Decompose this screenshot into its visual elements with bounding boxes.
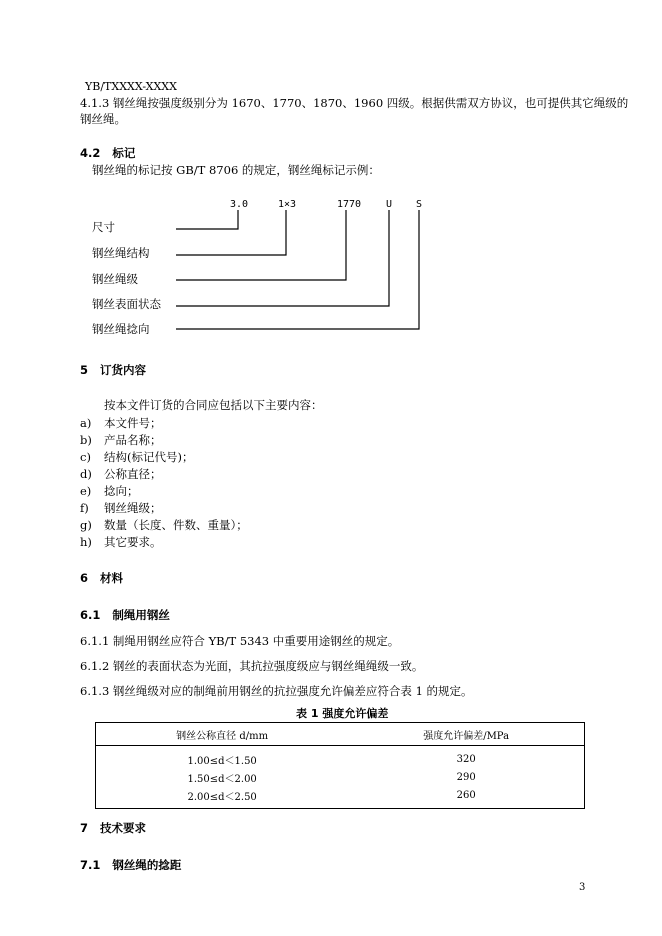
- section-7-heading: [80, 821, 146, 835]
- section-7-title: 技术要求: [100, 821, 147, 835]
- list-item-text: 公称直径；: [104, 467, 162, 481]
- page-number: 3: [579, 882, 586, 893]
- table-row: [96, 786, 585, 809]
- table-header-diameter: 钢丝公称直径 d/mm: [96, 723, 349, 746]
- section-5-heading: [80, 363, 146, 377]
- list-item: [80, 416, 162, 430]
- list-item-mark: f): [80, 501, 89, 515]
- leader-line-lay: [176, 210, 419, 329]
- table-row: [96, 746, 585, 769]
- list-item-text: 捻向；: [104, 484, 139, 498]
- section-4-2-number: 4.2: [80, 146, 101, 160]
- label-size: 尺寸: [92, 220, 115, 234]
- list-item-mark: h): [80, 535, 92, 549]
- label-surface: 钢丝表面状态: [92, 297, 161, 311]
- table-cell-deviation: 290: [456, 771, 476, 783]
- list-item-text: 本文件号；: [104, 416, 162, 430]
- list-item: [80, 484, 139, 498]
- section-7-number: 7: [80, 821, 89, 835]
- section-5-number: 5: [80, 363, 89, 377]
- section-6-1-heading: [80, 608, 170, 622]
- example-code-structure: 1×3: [278, 199, 297, 210]
- table-cell-deviation: 320: [456, 753, 476, 765]
- label-structure: 钢丝绳结构: [92, 246, 150, 260]
- list-item: [80, 501, 162, 515]
- ordering-intro: 按本文件订货的合同应包括以下主要内容：: [104, 398, 323, 412]
- leader-line-size: [176, 210, 238, 229]
- label-lay-direction: 钢丝绳捻向: [92, 322, 150, 336]
- list-item: [80, 518, 248, 532]
- table-cell-diameter: 1.00≤d＜1.50: [187, 755, 257, 767]
- list-item: [80, 467, 162, 481]
- example-code-surface: U: [386, 199, 393, 210]
- leader-line-structure: [176, 210, 286, 255]
- table-cell-deviation: 260: [348, 786, 584, 809]
- section-6-heading: [80, 571, 123, 585]
- section-6-title: 材料: [100, 571, 124, 585]
- table-cell-diameter: 1.50≤d＜2.00: [187, 773, 257, 785]
- table-row: [96, 768, 585, 786]
- list-item-text: 其它要求。: [104, 535, 162, 549]
- section-5-title: 订货内容: [100, 363, 147, 377]
- list-item-text: 钢丝绳级；: [104, 501, 162, 515]
- section-6-1-title: 制绳用钢丝: [112, 608, 170, 622]
- leader-line-surface: [176, 210, 389, 306]
- list-item-mark: b): [80, 433, 92, 447]
- list-item: [80, 450, 193, 464]
- section-6-1-number: 6.1: [80, 608, 101, 622]
- table-header-row: [96, 723, 585, 746]
- label-grade: 钢丝绳级: [92, 272, 138, 286]
- document-code: YB/TXXXX-XXXX: [85, 80, 177, 93]
- list-item-text: 结构(标记代号)；: [104, 450, 194, 464]
- section-7-1-number: 7.1: [80, 858, 101, 872]
- list-item-text: 产品名称；: [104, 433, 162, 447]
- list-item: [80, 535, 162, 549]
- clause-6-1-3: 6.1.3 钢丝绳级对应的制绳前用钢丝的抗拉强度允许偏差应符合表 1 的规定。: [80, 684, 473, 698]
- section-7-1-heading: [80, 858, 181, 872]
- clause-6-1-2: 6.1.2 钢丝的表面状态为光面，其抗拉强度级应与钢丝绳绳级一致。: [80, 659, 424, 673]
- strength-deviation-table: [95, 722, 585, 809]
- leader-line-grade: [176, 210, 346, 280]
- table-cell-diameter: 2.00≤d＜2.50: [96, 786, 349, 809]
- clause-6-1-1: 6.1.1 制绳用钢丝应符合 YB/T 5343 中重要用途钢丝的规定。: [80, 634, 400, 648]
- clause-4-1-3-line2: 钢丝绳。: [80, 112, 126, 126]
- marking-intro: 钢丝绳的标记按 GB/T 8706 的规定，钢丝绳标记示例：: [92, 163, 380, 177]
- list-item: [80, 433, 162, 447]
- list-item-mark: d): [80, 467, 92, 481]
- table-1-caption: 表 1 强度允许偏差: [296, 707, 389, 720]
- example-code-size: 3.0: [230, 199, 249, 210]
- section-4-2-title: 标记: [112, 146, 136, 160]
- example-code-lay: S: [416, 199, 423, 210]
- table-header-deviation: 强度允许偏差/MPa: [348, 723, 584, 746]
- list-item-mark: g): [80, 518, 92, 532]
- section-7-1-title: 钢丝绳的捻距: [112, 858, 182, 872]
- list-item-mark: e): [80, 484, 92, 498]
- list-item-text: 数量（长度、件数、重量）；: [104, 518, 248, 532]
- example-code-grade: 1770: [337, 199, 362, 210]
- clause-4-1-3-line1: 4.1.3 钢丝绳按强度级别分为 1670、1770、1870、1960 四级。根据供需双方协议，也可提供其它绳级的: [80, 96, 629, 110]
- list-item-mark: a): [80, 416, 92, 430]
- list-item-mark: c): [80, 450, 91, 464]
- section-6-number: 6: [80, 571, 89, 585]
